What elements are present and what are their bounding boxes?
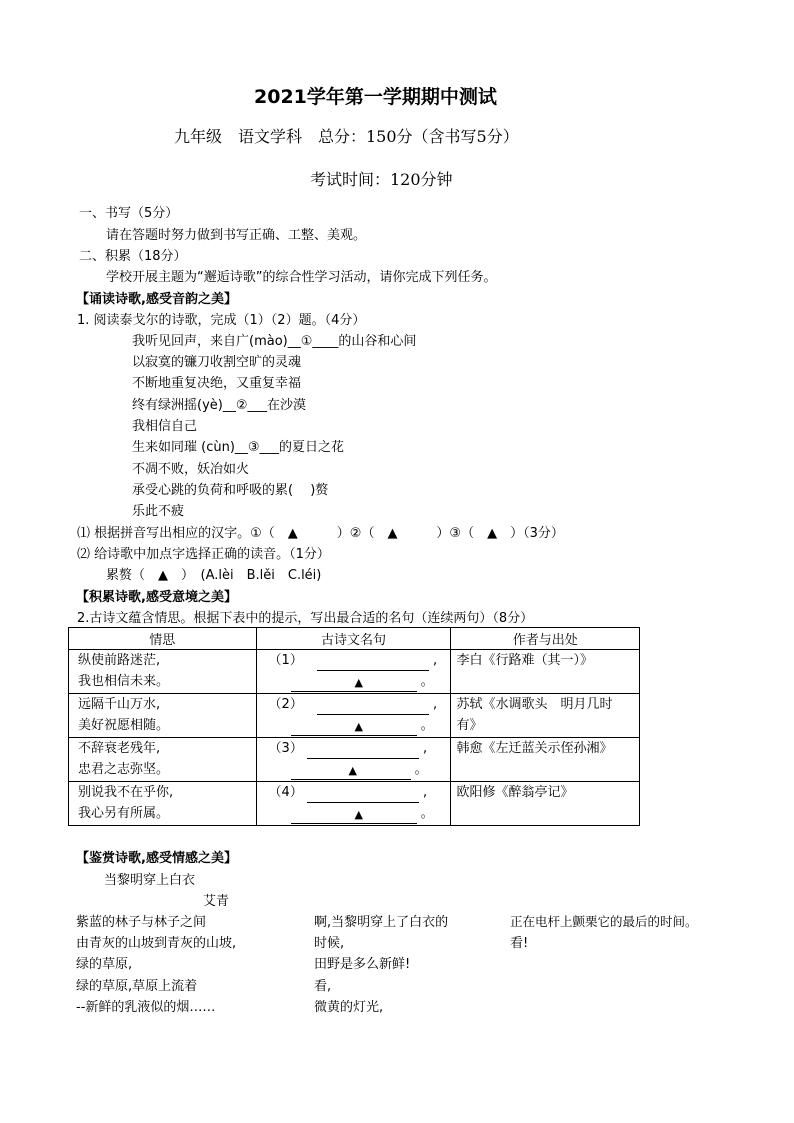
question-1-2-options: 累赘（ ▲ ） (A.lèi B.lěi C.léi) — [106, 568, 322, 583]
table-row — [69, 650, 640, 694]
table-header: 古诗文名句 — [256, 628, 451, 650]
poem-title: 当黎明穿上白衣 — [104, 873, 196, 888]
poem-col3-line: 看! — [510, 936, 529, 951]
answer-mark-icon: ▲ — [354, 676, 364, 689]
poem-col2-line: 啊,当黎明穿上了白衣的 — [314, 915, 449, 930]
poem-line: 以寂寞的镰刀收割空旷的灵魂 — [132, 355, 302, 370]
poem-col2-line: 田野是多么新鲜! — [314, 957, 411, 972]
section1-text: 请在答题时努力做到书写正确、工整、美观。 — [106, 228, 367, 243]
section1-heading: 一、书写（5分） — [79, 206, 179, 221]
source-cell: 李白《行路难（其一）》 — [451, 650, 640, 694]
page-title: 2021学年第一学期期中测试 — [254, 86, 497, 108]
table-row — [69, 782, 640, 826]
poem-col1-line: --新鲜的乳液似的烟…… — [76, 1000, 216, 1015]
emotion-cell: 远隔千山万水, 美好祝愿相随。 — [69, 694, 257, 738]
section2-intro: 学校开展主题为“邂逅诗歌”的综合性学习活动，请你完成下列任务。 — [106, 270, 497, 285]
poem-line: 我相信自己 — [132, 419, 198, 434]
poem-author: 艾青 — [203, 894, 230, 909]
poem-line: 终有绿洲摇(yè)__②___在沙漠 — [132, 398, 306, 413]
poem-col2-line: 时候, — [314, 936, 345, 951]
part3-title: 【鉴赏诗歌,感受情感之美】 — [76, 851, 237, 866]
answer-cell[interactable]: （2） , 。 ▲ — [256, 694, 451, 738]
source-cell: 欧阳修《醉翁亭记》 — [451, 782, 640, 826]
question-1: 1. 阅读泰戈尔的诗歌，完成（1）（2）题。（4分） — [77, 313, 366, 328]
poem-line: 乐此不疲 — [132, 504, 185, 519]
poem-col2-line: 看, — [314, 979, 332, 994]
emotion-cell: 别说我不在乎你, 我心另有所属。 — [69, 782, 257, 826]
poem-line: 不断地重复决绝，又重复幸福 — [132, 376, 302, 391]
question-1-1: ⑴ 根据拼音写出相应的汉字。①（ ▲ ）②（ ▲ ）③（ ▲ ）（3分） — [77, 526, 564, 541]
poem-col1-line: 紫蓝的林子与林子之间 — [76, 915, 207, 930]
question-2: 2.古诗文蕴含情思。根据下表中的提示，写出最合适的名句（连续两句）（8分） — [77, 611, 534, 626]
section2-heading: 二、积累（18分） — [79, 249, 187, 264]
answer-cell[interactable]: （1） , 。 ▲ — [256, 650, 451, 694]
table-header: 情思 — [69, 628, 257, 650]
part1-title: 【诵读诗歌,感受音韵之美】 — [76, 292, 237, 307]
poem-line: 不凋不败，妖冶如火 — [132, 462, 250, 477]
table-row — [69, 694, 640, 738]
part2-title: 【积累诗歌,感受意境之美】 — [76, 590, 237, 605]
exam-time: 考试时间：120分钟 — [310, 170, 453, 189]
exam-info: 九年级 语文学科 总分：150分（含书写5分） — [174, 127, 519, 146]
table-header: 作者与出处 — [451, 628, 640, 650]
answer-cell[interactable]: （4） , 。 ▲ — [256, 782, 451, 826]
poem-col1-line: 由青灰的山坡到青灰的山坡, — [76, 936, 237, 951]
poem-line: 我听见回声，来自广(mào)__①____的山谷和心间 — [132, 334, 417, 349]
answer-mark-icon: ▲ — [354, 808, 364, 821]
emotion-cell: 纵使前路迷茫, 我也相信未来。 — [69, 650, 257, 694]
table-row — [69, 738, 640, 782]
poem-line: 承受心跳的负荷和呼吸的累( )赘 — [132, 483, 329, 498]
poem-line: 生来如同璀 (cùn)__③___的夏日之花 — [132, 440, 345, 455]
answer-cell[interactable]: （3） , 。 ▲ — [256, 738, 451, 782]
question-1-2: ⑵ 给诗歌中加点字选择正确的读音。（1分） — [77, 547, 330, 562]
source-cell: 韩愈《左迁蓝关示侄孙湘》 — [451, 738, 640, 782]
poem-table — [68, 627, 640, 826]
source-cell: 苏轼《水调歌头 明月几时 有》 — [451, 694, 640, 738]
poem-col1-line: 绿的草原, — [76, 957, 133, 972]
answer-mark-icon: ▲ — [348, 764, 358, 777]
emotion-cell: 不辞衰老残年, 忠君之志弥坚。 — [69, 738, 257, 782]
poem-col3-line: 正在电杆上颤栗它的最后的时间。 — [510, 914, 698, 929]
poem-col2-line: 微黄的灯光, — [314, 1000, 384, 1015]
poem-col1-line: 绿的草原,草原上流着 — [76, 979, 198, 994]
answer-mark-icon: ▲ — [354, 720, 364, 733]
